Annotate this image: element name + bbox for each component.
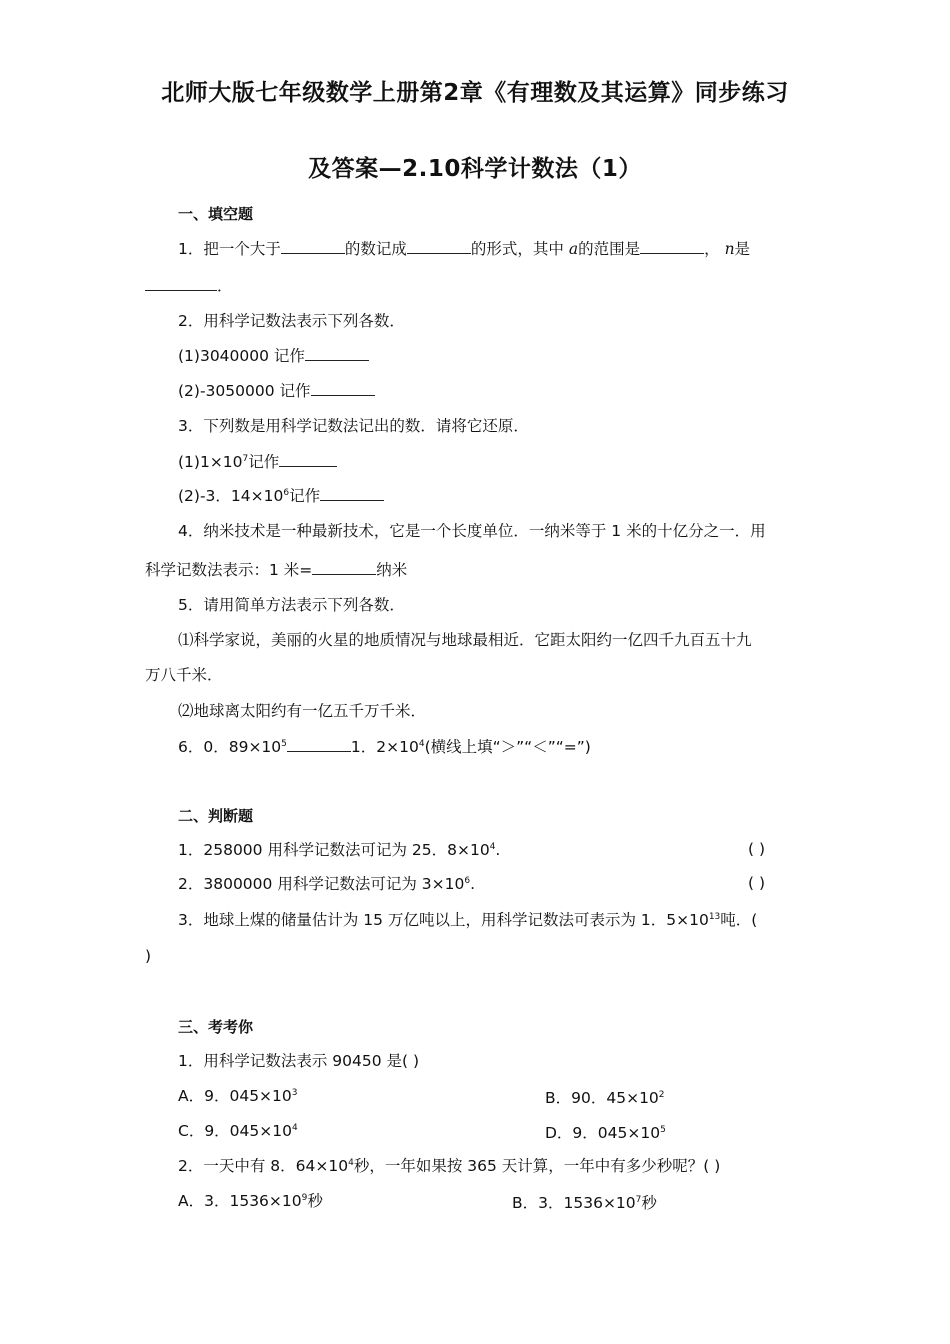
question-1-3-part-1: $(1)1\times 10^7$记作 xyxy=(178,451,337,472)
section-heading-true-false: 二、判断题 xyxy=(178,807,254,825)
answer-blank[interactable] xyxy=(145,275,217,291)
section-heading-fill-blank: 一、填空题 xyxy=(178,205,254,223)
answer-blank[interactable] xyxy=(287,736,351,752)
question-1-3: 3．下列数是用科学记数法记出的数．请将它还原． xyxy=(178,417,529,435)
answer-blank[interactable] xyxy=(320,485,384,501)
question-2-3-cont: ) xyxy=(145,947,152,965)
section-heading-quiz: 三、考考你 xyxy=(178,1018,254,1036)
question-1-2-part-2: (2)-3050000 记作 xyxy=(178,380,375,401)
question-1-5-part-1-cont: 万八千米． xyxy=(145,666,223,684)
answer-blank[interactable] xyxy=(311,380,375,396)
title-line-1: 北师大版七年级数学上册第2章《有理数及其运算》同步练习 xyxy=(161,80,789,106)
option-d[interactable]: D．9．$045\times 10^5$ xyxy=(545,1124,666,1142)
option-c[interactable]: C．9．$045\times 10^4$ xyxy=(178,1122,298,1140)
question-2-3: 3．地球上煤的储量估计为 15 万亿吨以上，用科学记数法可表示为 1．$5\times 10^{13}$吨．( xyxy=(178,911,758,929)
option-b[interactable]: B．90．$45\times 10^2$ xyxy=(545,1089,665,1107)
answer-blank[interactable] xyxy=(407,238,471,254)
title-line-2: 及答案—2.10科学计数法（1） xyxy=(308,156,642,182)
option-a[interactable]: A．3．$1536\times 10^9$秒 xyxy=(178,1192,323,1210)
question-1-1: 1．把一个大于 的数记成 的形式，其中 a的范围是 ， n是 xyxy=(178,240,751,258)
answer-blank[interactable] xyxy=(312,559,376,575)
answer-parentheses[interactable]: ( ) xyxy=(748,874,766,892)
option-b[interactable]: B．3．$1536\times 10^7$秒 xyxy=(512,1194,657,1212)
question-3-1: 1．用科学记数法表示 90450 是( ) xyxy=(178,1052,420,1070)
question-1-4-line-1: 4．纳米技术是一种最新技术，它是一个长度单位．一纳米等于 1 米的十亿分之一．用 xyxy=(178,522,766,540)
answer-blank[interactable] xyxy=(640,238,704,254)
question-1-5-part-2: ⑵地球离太阳约有一亿五千万千米． xyxy=(178,702,427,720)
question-1-2: 2．用科学记数法表示下列各数． xyxy=(178,312,405,330)
question-2-1: 1．258000 用科学记数法可记为 25．$8\times 10^4$. xyxy=(178,841,501,859)
answer-blank[interactable] xyxy=(279,451,337,467)
option-a[interactable]: A．9．$045\times 10^3$ xyxy=(178,1087,298,1105)
question-1-3-part-2: (2)-3．$14\times 10^6$记作 xyxy=(178,485,384,506)
question-1-1-cont: ． xyxy=(145,275,233,296)
question-1-4-line-2: 科学记数法表示：1 米= 纳米 xyxy=(145,561,408,579)
answer-blank[interactable] xyxy=(305,345,369,361)
answer-parentheses[interactable]: ( ) xyxy=(748,840,766,858)
question-1-2-part-1: (1)3040000 记作 xyxy=(178,345,369,366)
question-3-2: 2．一天中有 8．$64\times 10^4$秒，一年如果按 365 天计算，一年中有多少秒呢？( ) xyxy=(178,1157,721,1175)
question-1-5-part-1: ⑴科学家说，美丽的火星的地质情况与地球最相近．它距太阳约一亿四千九百五十九 xyxy=(178,631,752,649)
answer-blank[interactable] xyxy=(281,238,345,254)
question-2-2: 2．3800000 用科学记数法可记为 $3\times 10^6$. xyxy=(178,875,475,893)
question-1-5: 5．请用简单方法表示下列各数． xyxy=(178,596,405,614)
question-1-6: 6．0．$89\times 10^5$ 1．$2\times 10^4$(横线上填“＞”“＜”“=”) xyxy=(178,738,591,756)
